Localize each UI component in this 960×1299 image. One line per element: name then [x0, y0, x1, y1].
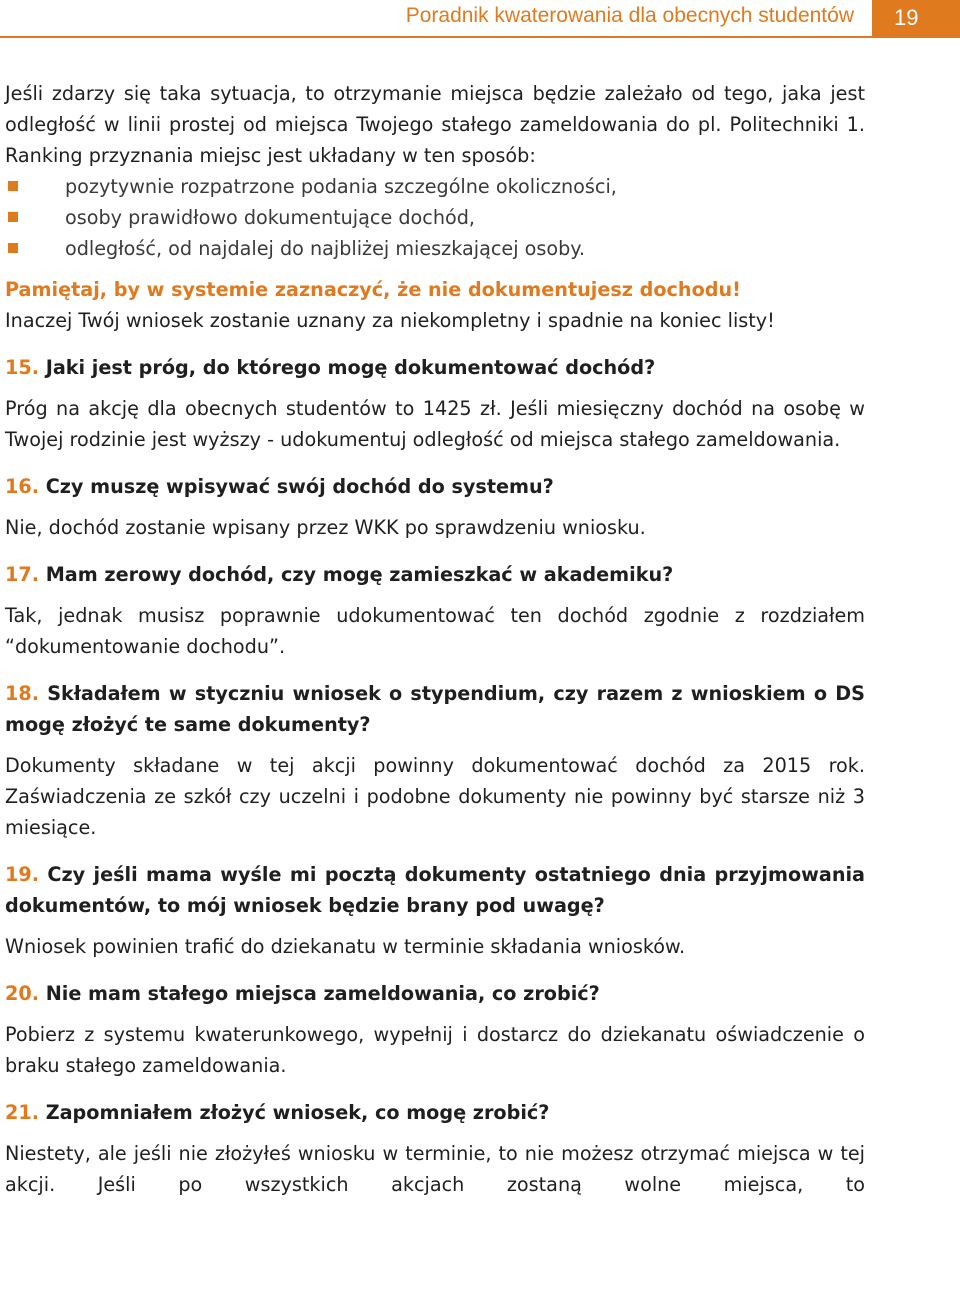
list-item-text: pozytywnie rozpatrzone podania szczególne okoliczności, — [65, 175, 617, 198]
faq-answer: Nie, dochód zostanie wpisany przez WKK po sprawdzeniu wniosku. — [5, 516, 646, 539]
question-number: 16. — [5, 475, 39, 498]
question-number: 17. — [5, 563, 39, 586]
list-item — [5, 233, 865, 264]
faq-answer: Wniosek powinien trafić do dziekanatu w terminie składania wniosków. — [5, 935, 686, 958]
page-content — [5, 78, 865, 1200]
header-divider — [0, 36, 960, 38]
faq-question — [5, 859, 865, 921]
square-bullet-icon — [8, 243, 18, 253]
question-text: Składałem w styczniu wniosek o stypendium, czy razem z wnioskiem o DS mogę złożyć te same dokumenty? — [5, 682, 865, 736]
intro-paragraph: Jeśli zdarzy się taka sytuacja, to otrzymanie miejsca będzie zależało od tego, jaka jest odległość w linii prostej od miejsca Twojego stałego zameldowania do pl. Politechniki 1. Ranking przyznania miejsc jest układany w ten sposób: — [5, 82, 865, 167]
square-bullet-icon — [8, 212, 18, 222]
faq-question — [5, 1097, 865, 1128]
question-number: 18. — [5, 682, 39, 705]
faq-question — [5, 471, 865, 502]
faq-question — [5, 559, 865, 590]
list-item — [5, 202, 865, 233]
list-item — [5, 171, 865, 202]
faq-answer: Dokumenty składane w tej akcji powinny dokumentować dochód za 2015 rok. Zaświadczenia ze szkół czy uczelni i podobne dokumenty nie powinny być starsze niż 3 miesiące. — [5, 754, 865, 839]
question-text: Czy muszę wpisywać swój dochód do systemu? — [45, 475, 554, 498]
page-header — [0, 0, 960, 36]
faq-answer: Pobierz z systemu kwaterunkowego, wypełnij i dostarcz do dziekanatu oświadczenie o braku stałego zameldowania. — [5, 1023, 865, 1077]
question-number: 21. — [5, 1101, 39, 1124]
document-title: Poradnik kwaterowania dla obecnych studentów — [405, 4, 854, 27]
page-number-badge: 19 — [872, 0, 960, 36]
question-text: Nie mam stałego miejsca zameldowania, co zrobić? — [45, 982, 600, 1005]
warning-text: Pamiętaj, by w systemie zaznaczyć, że nie dokumentujesz dochodu! — [5, 278, 741, 301]
faq-answer: Tak, jednak musisz poprawnie udokumentować ten dochód zgodnie z rozdziałem “dokumentowanie dochodu”. — [5, 604, 865, 658]
question-text: Mam zerowy dochód, czy mogę zamieszkać w akademiku? — [45, 563, 674, 586]
faq-question — [5, 678, 865, 740]
list-item-text: odległość, od najdalej do najbliżej mieszkającej osoby. — [65, 237, 586, 260]
question-number: 20. — [5, 982, 39, 1005]
ranking-criteria-list — [5, 171, 865, 264]
question-text: Jaki jest próg, do którego mogę dokumentować dochód? — [45, 356, 656, 379]
faq-answer: Próg na akcję dla obecnych studentów to 1425 zł. Jeśli miesięczny dochód na osobę w Twojej rodzinie jest wyższy - udokumentuj odległość od miejsca stałego zameldowania. — [5, 397, 865, 451]
square-bullet-icon — [8, 181, 18, 191]
list-item-text: osoby prawidłowo dokumentujące dochód, — [65, 206, 475, 229]
faq-answer: Niestety, ale jeśli nie złożyłeś wniosku w terminie, to nie możesz otrzymać miejsca w tej akcji. Jeśli po wszystkich akcjach zostaną wolne miejsca, to — [5, 1142, 865, 1196]
faq-question — [5, 352, 865, 383]
faq-question — [5, 978, 865, 1009]
question-text: Czy jeśli mama wyśle mi pocztą dokumenty ostatniego dnia przyjmowania dokumentów, to mój wniosek będzie brany pod uwagę? — [5, 863, 865, 917]
question-text: Zapomniałem złożyć wniosek, co mogę zrobić? — [45, 1101, 550, 1124]
warning-followup: Inaczej Twój wniosek zostanie uznany za niekompletny i spadnie na koniec listy! — [5, 309, 775, 332]
question-number: 15. — [5, 356, 39, 379]
question-number: 19. — [5, 863, 39, 886]
